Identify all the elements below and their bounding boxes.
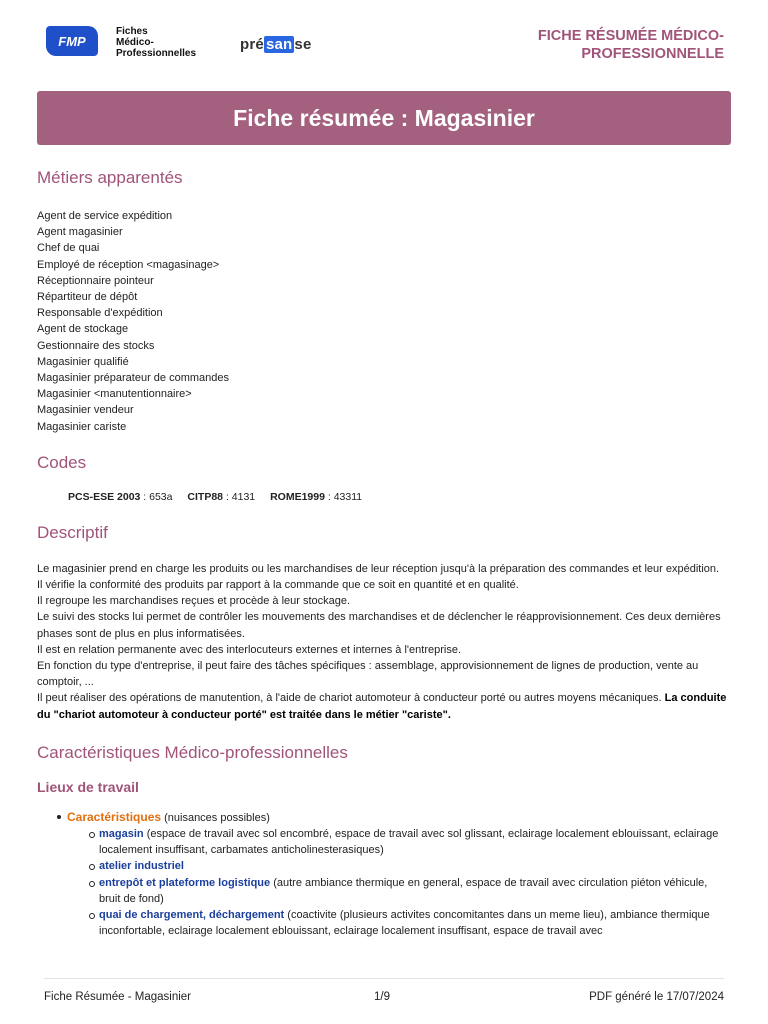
fmp-logo — [44, 22, 219, 64]
footer-title: Fiche Résumée - Magasinier — [44, 991, 192, 1003]
generated-date: PDF généré le 17/07/2024 — [589, 991, 724, 1003]
fmp-logo-badge: FMP — [46, 26, 98, 56]
page-number: 1/9 — [374, 991, 390, 1003]
list-item: Responsable d'expédition — [37, 307, 163, 320]
caracteristiques-heading: Caractéristiques Médico-professionnelles — [37, 742, 348, 762]
list-item: Magasinier préparateur de commandes — [37, 372, 229, 385]
codes-heading: Codes — [37, 452, 87, 472]
list-item: quai de chargement, déchargement (coactivite (plusieurs activites concomitantes dans un meme lieu), ambiance thermique inconfortable, eclairage localement eblouissant, eclairage localement insuffisant, espace de travail avec — [99, 907, 731, 939]
metiers-list — [37, 208, 731, 435]
list-item: Employé de réception <magasinage> — [37, 258, 220, 271]
metiers-heading: Métiers apparentés — [37, 168, 183, 187]
fmp-logo-text: Fiches Médico- Professionnelles — [116, 26, 197, 59]
list-item: magasin (espace de travail avec sol encombré, espace de travail avec sol glissant, eclairage localement eblouissant, eclairage localement insuffisant, carbamates anticholinesterasiques) — [99, 826, 731, 858]
list-item: entrepôt et plateforme logistique (autre ambiance thermique en general, espace de travail avec circulation piéton véhicule, bruit de fond) — [99, 875, 731, 907]
codes-line: PCS-ESE 2003 : 653a CITP88 : 4131 ROME1999 : 43311 — [68, 490, 363, 503]
page-title-banner: Fiche résumée : Magasinier — [37, 91, 731, 145]
lieux-list — [57, 809, 731, 940]
list-item: Réceptionnaire pointeur — [37, 274, 154, 287]
page-footer — [44, 978, 724, 1008]
list-item: Magasinier vendeur — [37, 404, 134, 417]
page-header — [44, 22, 724, 72]
list-item: Magasinier qualifié — [37, 355, 129, 368]
list-item: Chef de quai — [37, 242, 100, 255]
list-item: atelier industriel — [99, 858, 731, 874]
list-item: Gestionnaire des stocks — [37, 339, 155, 352]
list-item: Répartiteur de dépôt — [37, 291, 138, 304]
list-item: Magasinier <manutentionnaire> — [37, 388, 192, 401]
main-content — [37, 168, 731, 940]
presanse-logo: pré san se — [240, 36, 312, 53]
list-item: Magasinier cariste — [37, 420, 127, 433]
lieux-heading: Lieux de travail — [37, 778, 139, 795]
header-title: FICHE RÉSUMÉE MÉDICO- PROFESSIONNELLE — [537, 28, 724, 62]
descriptif-heading: Descriptif — [37, 522, 108, 542]
list-item: Agent de stockage — [37, 323, 129, 336]
list-item: Agent de service expédition — [37, 210, 173, 222]
list-item: Caractéristiques (nuisances possibles) magasin (espace de travail avec sol encombré, espace de travail avec sol glissant, eclairage localement eblouissant, eclairage localement insuffisant, carbamates anticholinesterasiques) atelier industriel entrepôt et plateforme logistique (autre ambiance thermique en general, espace de travail avec circulation piéton véhicule, bruit de fond) quai de chargement, déchargement (coactivite (plusieurs activites concomitantes dans un meme lieu), ambiance thermique inconfortable, eclairage localement eblouissant, eclairage localement insuffisant, espace de travail avec — [67, 809, 731, 940]
descriptif-text: Le magasinier prend en charge les produits ou les marchandises de leur réception jusqu'à la préparation des commandes et leur expédition. Il vérifie la conformité des produits par rapport à la commande que ce soit en quantité et en qualité. Il regroupe les marchandises reçues et procède à leur stockage. Le suivi des stocks lui permet de contrôler les mouvements des marchandises et de déclencher le réapprovisionnement. Ces deux dernières phases sont de plus en plus informatisées. Il est en relation permanente avec des interlocuteurs externes et internes à l'entreprise. En fonction du type d'entreprise, il peut faire des tâches spécifiques : assemblage, approvisionnement de lignes de production, vente au comptoir, ... Il peut réaliser des opérations de manutention, à l'aide de chariot automoteur à conducteur porté ou autres moyens mécaniques. La conduite du "chariot automoteur à conducteur porté" est traitée dans le métier "cariste". — [37, 562, 727, 721]
list-item: Agent magasinier — [37, 226, 123, 239]
